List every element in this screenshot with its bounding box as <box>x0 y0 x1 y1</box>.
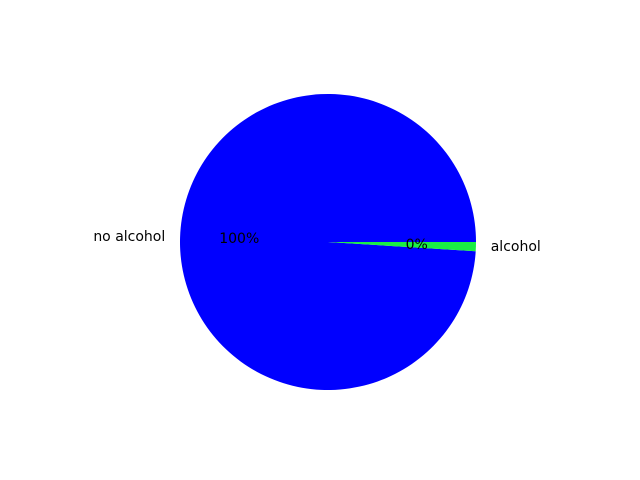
pie-category-label: alcohol <box>490 239 541 256</box>
pie-pct-label: 0% <box>405 236 428 253</box>
pie-pct-label: 100% <box>219 231 260 248</box>
pie-category-label: no alcohol <box>93 228 166 245</box>
